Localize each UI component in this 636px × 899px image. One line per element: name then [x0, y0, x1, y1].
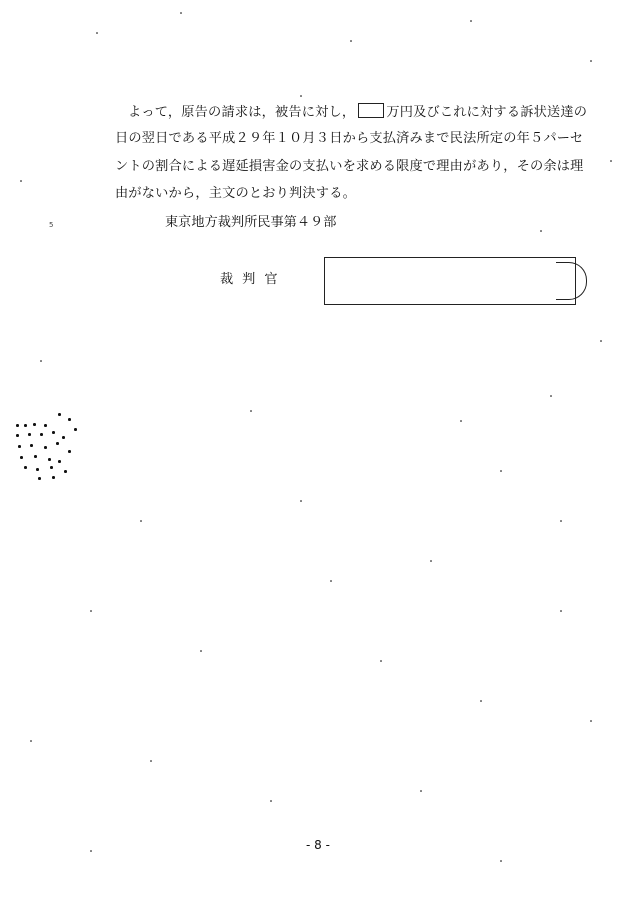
scan-dot: [16, 424, 19, 427]
scan-speck: [330, 580, 332, 582]
scan-speck: [500, 860, 502, 862]
scan-speck: [420, 790, 422, 792]
scan-dot: [16, 434, 19, 437]
scan-speck: [540, 230, 542, 232]
scan-dot: [56, 442, 59, 445]
scan-speck: [610, 160, 612, 162]
scan-speck: [590, 60, 592, 62]
scan-speck: [460, 420, 462, 422]
redacted-judge-name: [324, 257, 576, 305]
scan-dot: [40, 433, 43, 436]
scan-dot: [48, 458, 51, 461]
scan-speck: [380, 660, 382, 662]
scan-speck: [600, 340, 602, 342]
scan-dot: [20, 456, 23, 459]
scan-dot: [68, 418, 71, 421]
scan-dot: [24, 424, 27, 427]
scan-dot: [33, 423, 36, 426]
scan-dot: [62, 436, 65, 439]
scan-speck: [470, 20, 472, 22]
scan-dot: [44, 446, 47, 449]
scan-dot: [36, 468, 39, 471]
scan-dot: [30, 444, 33, 447]
body-line-4: 由がないから，主文のとおり判決する。: [115, 186, 356, 201]
scan-speck: [500, 470, 502, 472]
scan-speck: [560, 610, 562, 612]
body-line-1: [115, 103, 588, 121]
scan-dot: [52, 431, 55, 434]
scan-speck: [350, 40, 352, 42]
scan-dot: [64, 470, 67, 473]
scan-dot: [18, 445, 21, 448]
scan-speck: [430, 560, 432, 562]
judge-label: 裁判官: [220, 272, 287, 287]
scan-dot: [74, 428, 77, 431]
scan-dot: [44, 424, 47, 427]
scan-dot: [58, 413, 61, 416]
scan-speck: [180, 12, 182, 14]
scan-speck: [150, 760, 152, 762]
redacted-amount: [358, 103, 384, 118]
court-name: 東京地方裁判所民事第４９部: [165, 215, 337, 230]
margin-line-number: 5: [49, 221, 54, 229]
scan-speck: [20, 180, 22, 182]
body-line-1-start: よって，原告の請求は，被告に対し，: [128, 105, 356, 120]
scan-speck: [300, 95, 302, 97]
scan-speck: [40, 360, 42, 362]
scan-speck: [590, 720, 592, 722]
scan-dot: [34, 455, 37, 458]
body-line-3: ントの割合による遅延損害金の支払いを求める限度で理由があり，その余は理: [115, 159, 584, 174]
scan-speck: [250, 410, 252, 412]
scan-speck: [96, 32, 98, 34]
scan-dot: [68, 450, 71, 453]
scan-speck: [270, 800, 272, 802]
scan-speck: [300, 500, 302, 502]
scan-dot: [38, 477, 41, 480]
scan-speck: [560, 520, 562, 522]
scan-speck: [550, 395, 552, 397]
scan-speck: [200, 650, 202, 652]
scan-dot: [50, 466, 53, 469]
scan-speck: [30, 740, 32, 742]
body-line-2: 日の翌日である平成２９年１０月３日から支払済みまで民法所定の年５パーセ: [115, 131, 584, 146]
page-number: - 8 -: [306, 838, 330, 852]
scan-dot: [24, 466, 27, 469]
scan-speck: [90, 610, 92, 612]
scan-dot: [52, 476, 55, 479]
scan-dot: [28, 433, 31, 436]
seal-mark: [556, 262, 587, 300]
scan-dot: [58, 460, 61, 463]
scan-speck: [140, 520, 142, 522]
scan-speck: [480, 700, 482, 702]
body-line-1-end: 万円及びこれに対する訴状送達の: [386, 105, 588, 120]
